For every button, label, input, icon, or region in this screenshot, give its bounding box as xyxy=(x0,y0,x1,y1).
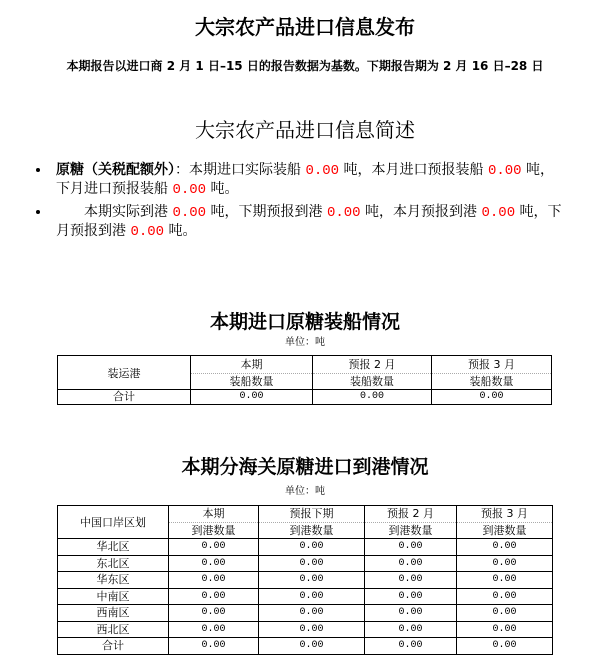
cell-value: 0.00 xyxy=(313,390,432,405)
header-line1: 预报 3 月 xyxy=(481,507,528,520)
cell-value: 0.00 xyxy=(259,638,365,655)
cell-value: 0.00 xyxy=(365,588,457,605)
summary-list xyxy=(56,161,568,245)
cell-value: 0.00 xyxy=(169,572,259,589)
cell-value: 0.00 xyxy=(259,555,365,572)
shipment-table xyxy=(57,355,552,405)
shipment-table-title: 本期进口原糖装船情况 xyxy=(209,311,400,333)
value-this-month-forecast-shipment: 0.00 xyxy=(487,163,522,179)
table-row xyxy=(58,555,553,572)
cell-value: 0.00 xyxy=(457,621,553,638)
table-row-total xyxy=(58,390,552,405)
header-loading-port: 装运港 xyxy=(58,356,191,390)
value-next-month-forecast-arrival: 0.00 xyxy=(130,224,165,240)
bullet-icon xyxy=(36,210,40,214)
summary-item-arrival xyxy=(56,203,568,241)
header-line1: 预报 2 月 xyxy=(387,507,434,520)
summary-text: 吨，下月预报到港 xyxy=(56,204,562,239)
cell-value: 0.00 xyxy=(259,572,365,589)
cell-value: 0.00 xyxy=(259,539,365,556)
shipment-table-unit: 单位：吨 xyxy=(285,337,325,348)
header-line1: 本期 xyxy=(240,357,263,371)
table-row xyxy=(58,605,553,622)
header-forecast-feb xyxy=(313,356,432,390)
table-row xyxy=(58,588,553,605)
value-this-month-forecast-arrival: 0.00 xyxy=(481,205,516,221)
report-period-note: 本期报告以进口商 2 月 1 日–15 日的报告数据为基数。下期报告期为 2 月 16 日–28 日 xyxy=(66,59,544,73)
table-row-total xyxy=(58,638,553,655)
cell-value: 0.00 xyxy=(365,605,457,622)
row-label: 中南区 xyxy=(58,588,169,605)
summary-text: 吨，下期预报到港 xyxy=(206,204,327,220)
arrival-table-unit: 单位：吨 xyxy=(285,486,325,497)
cell-value: 0.00 xyxy=(365,638,457,655)
row-label: 合计 xyxy=(58,390,191,405)
cell-value: 0.00 xyxy=(191,390,313,405)
row-label: 华北区 xyxy=(58,539,169,556)
header-forecast-mar xyxy=(457,506,553,539)
header-line1: 预报下期 xyxy=(289,507,334,520)
summary-text: 吨。 xyxy=(164,223,197,239)
value-next-period-forecast-arrival: 0.00 xyxy=(326,205,361,221)
summary-item-shipment xyxy=(56,161,568,199)
summary-text: 吨，本月进口预报装船 xyxy=(339,162,488,178)
summary-text: 吨，本月预报到港 xyxy=(360,204,482,220)
summary-text: ：本期进口实际装船 xyxy=(175,162,306,178)
arrival-table-title: 本期分海关原糖进口到港情况 xyxy=(181,456,429,478)
value-next-month-forecast-shipment: 0.00 xyxy=(172,182,207,198)
table-row xyxy=(58,539,553,556)
cell-value: 0.00 xyxy=(259,621,365,638)
cell-value: 0.00 xyxy=(169,555,259,572)
cell-value: 0.00 xyxy=(169,539,259,556)
cell-value: 0.00 xyxy=(365,555,457,572)
row-label: 东北区 xyxy=(58,555,169,572)
header-forecast-next-period xyxy=(259,506,365,539)
shipment-header-row xyxy=(58,356,552,390)
bullet-icon xyxy=(36,168,40,172)
cell-value: 0.00 xyxy=(457,638,553,655)
cell-value: 0.00 xyxy=(169,605,259,622)
cell-value: 0.00 xyxy=(457,588,553,605)
cell-value: 0.00 xyxy=(365,572,457,589)
header-forecast-feb xyxy=(365,506,457,539)
cell-value: 0.00 xyxy=(169,588,259,605)
summary-heading: 大宗农产品进口信息简述 xyxy=(195,118,415,142)
header-line1: 预报 3 月 xyxy=(468,357,515,371)
summary-text: 吨，下月进口预报装船 xyxy=(56,162,555,197)
value-actual-shipment: 0.00 xyxy=(305,163,340,179)
arrival-table xyxy=(57,505,553,655)
table-row xyxy=(58,572,553,589)
header-line2: 到港数量 xyxy=(365,522,456,538)
cell-value: 0.00 xyxy=(259,588,365,605)
cell-value: 0.00 xyxy=(365,539,457,556)
cell-value: 0.00 xyxy=(169,638,259,655)
header-line2: 装船数量 xyxy=(432,373,551,389)
header-line1: 本期 xyxy=(202,507,225,520)
header-current-period xyxy=(191,356,313,390)
cell-value: 0.00 xyxy=(457,605,553,622)
cell-value: 0.00 xyxy=(457,572,553,589)
header-current-period xyxy=(169,506,259,539)
summary-text: 本期实际到港 xyxy=(84,204,173,220)
cell-value: 0.00 xyxy=(432,390,552,405)
row-label: 西南区 xyxy=(58,605,169,622)
summary-text: 吨。 xyxy=(206,181,239,197)
arrival-header-row xyxy=(58,506,553,539)
cell-value: 0.00 xyxy=(457,539,553,556)
header-line2: 到港数量 xyxy=(169,522,258,538)
header-line2: 装船数量 xyxy=(313,373,431,389)
header-forecast-mar xyxy=(432,356,552,390)
table-row xyxy=(58,621,553,638)
row-label: 合计 xyxy=(58,638,169,655)
header-port-region: 中国口岸区划 xyxy=(58,506,169,539)
cell-value: 0.00 xyxy=(259,605,365,622)
header-line2: 到港数量 xyxy=(259,522,364,538)
row-label: 华东区 xyxy=(58,572,169,589)
page-title: 大宗农产品进口信息发布 xyxy=(195,15,415,39)
header-line2: 装船数量 xyxy=(191,373,312,389)
header-line2: 到港数量 xyxy=(457,522,552,538)
cell-value: 0.00 xyxy=(457,555,553,572)
cell-value: 0.00 xyxy=(169,621,259,638)
cell-value: 0.00 xyxy=(365,621,457,638)
commodity-label: 原糖（关税配额外） xyxy=(56,162,175,178)
header-line1: 预报 2 月 xyxy=(348,357,396,371)
row-label: 西北区 xyxy=(58,621,169,638)
value-actual-arrival: 0.00 xyxy=(172,205,207,221)
